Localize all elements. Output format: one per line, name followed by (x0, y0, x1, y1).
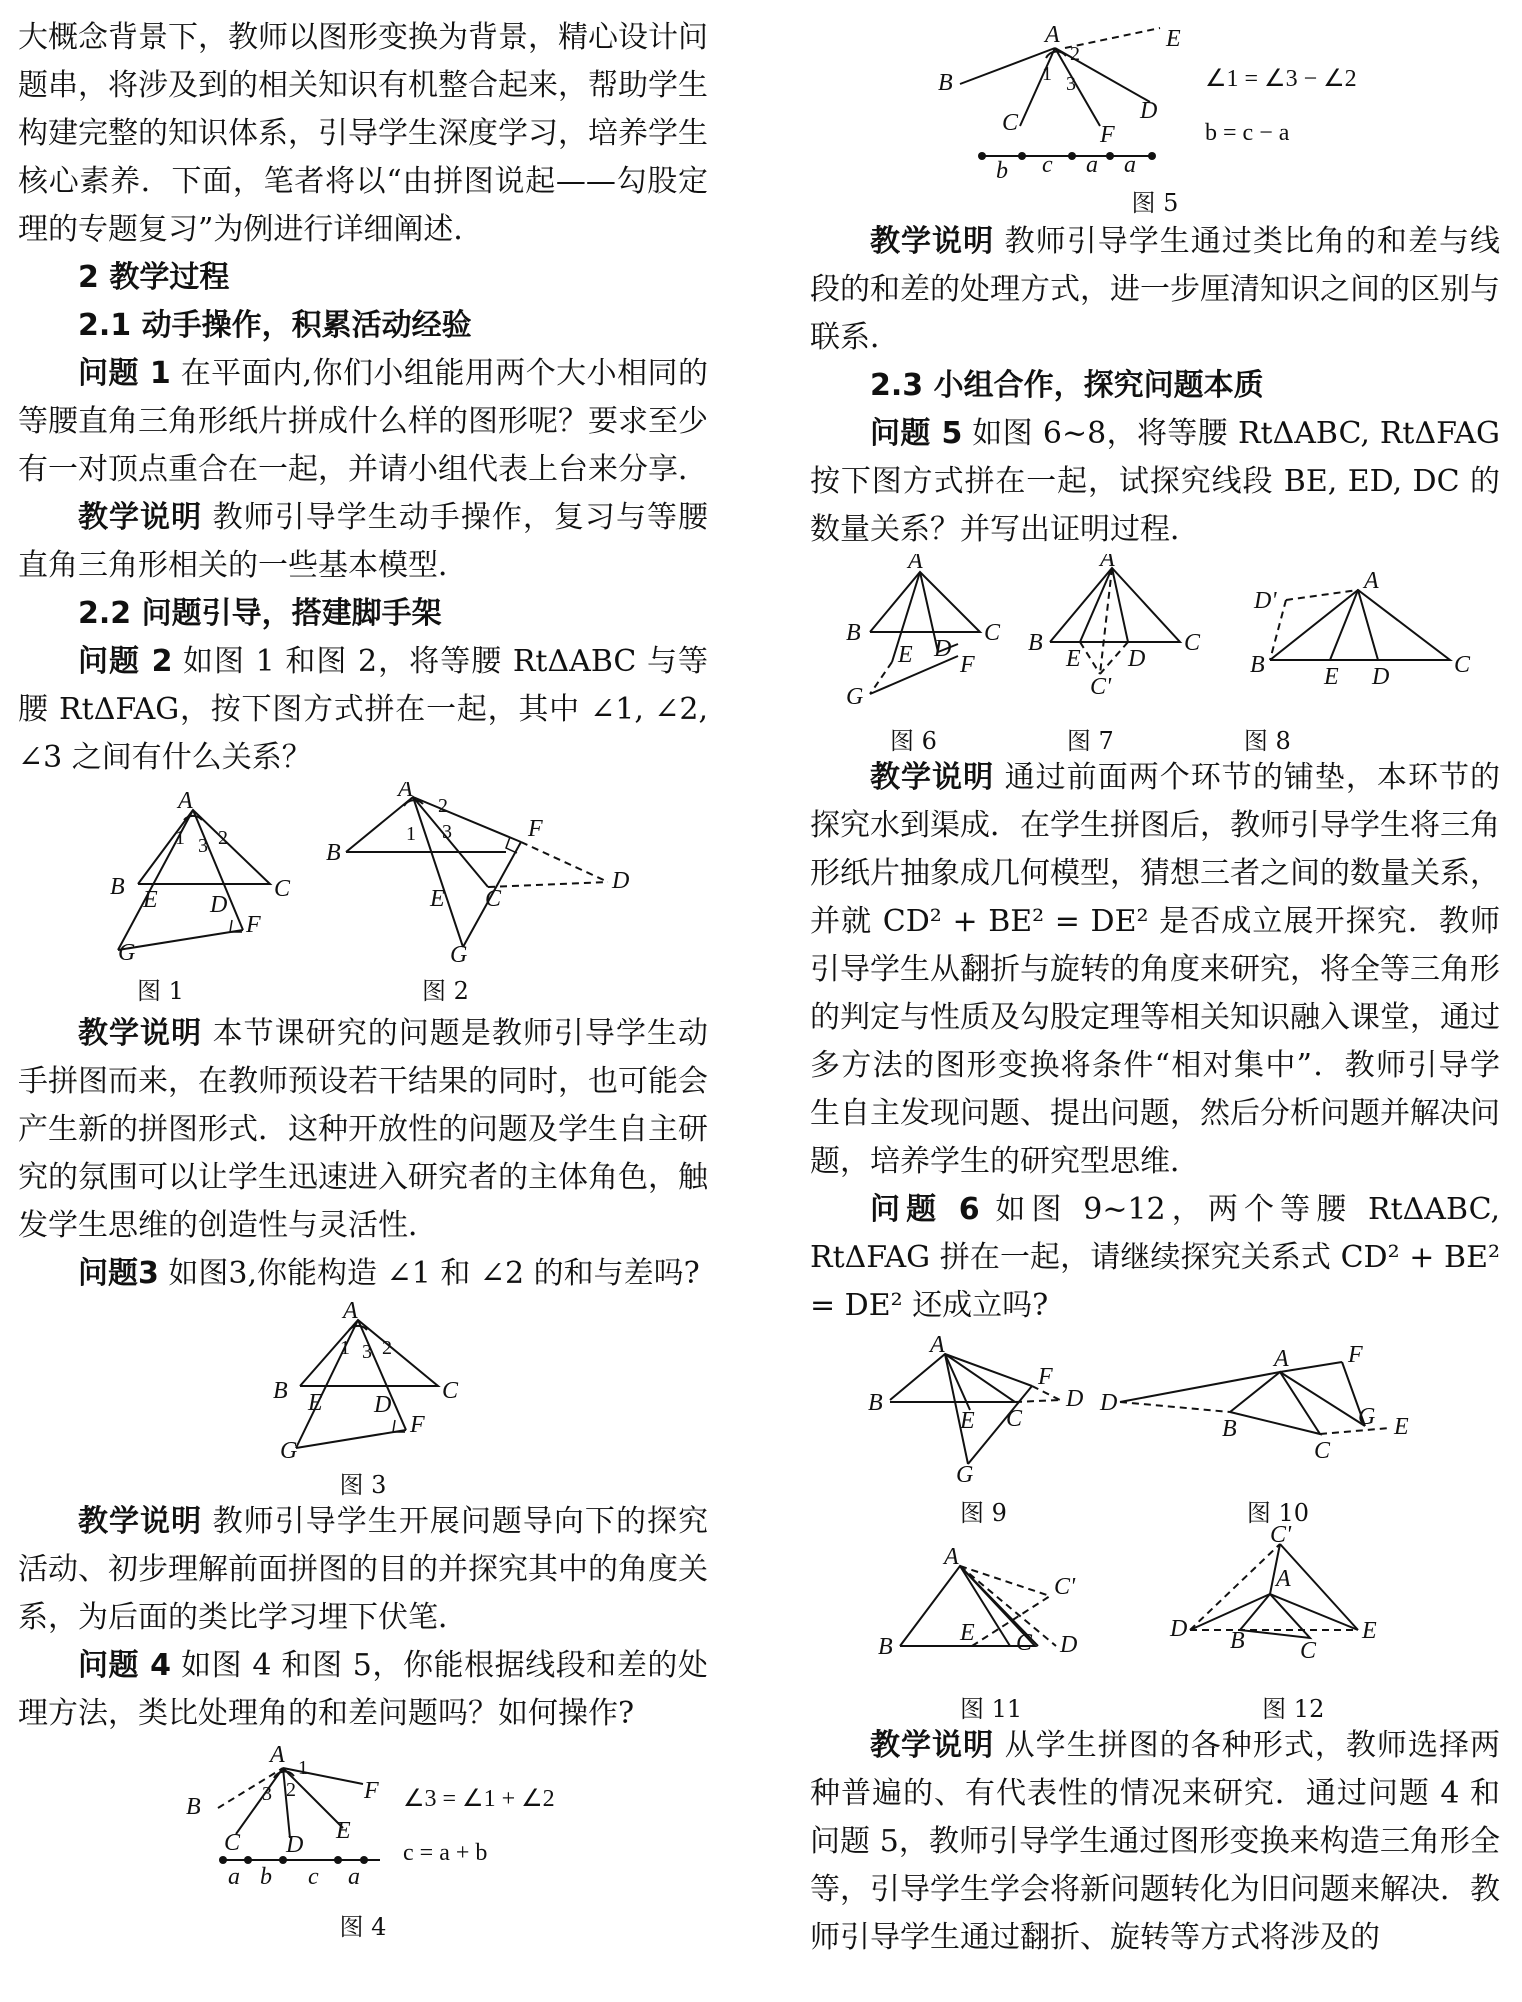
fig11-label-Cprime: C' (1054, 1574, 1076, 1600)
figure-6-caption: 图 6 (890, 727, 937, 755)
figures-6-8 (810, 554, 1500, 754)
teaching-note-6-label: 教学说明 (870, 1728, 995, 1763)
fig10-label-G: G (1358, 1404, 1376, 1430)
fig10-label-C: C (1314, 1438, 1331, 1464)
fig2-label-D: D (612, 868, 630, 894)
teaching-note-5 (810, 754, 1500, 1186)
fig12-label-Cprime: C' (1270, 1526, 1292, 1548)
fig4-equation-angle: ∠3 = ∠1 + ∠2 (403, 1786, 555, 1812)
teaching-note-5-label: 教学说明 (870, 760, 995, 795)
fig5-angle-3: 3 (1066, 73, 1076, 95)
fig5-seg-c: c (1042, 152, 1053, 178)
left-column (18, 14, 708, 1941)
question-2-text: 如图 1 和图 2，将等腰 RtΔABC 与等腰 RtΔFAG，按下图方式拼在一起，其中 ∠1, ∠2, ∠3 之间有什么关系？ (18, 644, 708, 775)
question-3 (18, 1250, 708, 1298)
section-2-1-heading: 2.1 动手操作，积累活动经验 (78, 308, 472, 343)
fig1-label-E: E (143, 887, 158, 913)
fig3-label-B: B (273, 1378, 288, 1404)
fig5-equation-angle: ∠1 = ∠3 − ∠2 (1205, 66, 1357, 92)
fig9-label-D: D (1066, 1386, 1084, 1412)
fig4-seg-c: c (308, 1864, 319, 1890)
teaching-note-2-label: 教学说明 (78, 1016, 203, 1051)
fig9-label-F: F (1038, 1364, 1053, 1390)
figure-6-8-diagram (810, 554, 1500, 722)
figure-9-10-captions (810, 1498, 1500, 1528)
fig8-label-B: B (1250, 652, 1265, 678)
question-5 (810, 410, 1500, 554)
figure-10-caption: 图 10 (1246, 1499, 1310, 1527)
fig11-label-C: C (1016, 1630, 1033, 1656)
fig10-label-D: D (1100, 1390, 1118, 1416)
figure-12 (1169, 1526, 1377, 1664)
section-2-heading: 2 教学过程 (78, 260, 230, 295)
fig6-label-G: G (846, 684, 864, 710)
fig9-label-A: A (930, 1332, 945, 1358)
fig4-angle-2: 2 (286, 1779, 296, 1801)
fig5-angle-2: 2 (1070, 43, 1080, 65)
question-6 (810, 1186, 1500, 1330)
fig5-label-F: F (1100, 122, 1115, 148)
fig2-angle-1: 1 (406, 823, 416, 845)
fig4-seg-a2: a (348, 1864, 360, 1890)
fig4-seg-b: b (260, 1864, 272, 1890)
fig6-label-B: B (846, 620, 861, 646)
figure-12-caption: 图 12 (1262, 1695, 1325, 1723)
figure-1-2-diagram (18, 782, 708, 972)
fig5-label-D: D (1140, 98, 1158, 124)
figure-11-caption: 图 11 (960, 1695, 1023, 1723)
figure-2 (326, 782, 629, 968)
fig12-label-A: A (1276, 1566, 1291, 1592)
fig12-label-D: D (1170, 1616, 1188, 1642)
figure-2-caption: 图 2 (422, 977, 469, 1005)
fig7-label-B: B (1028, 630, 1043, 656)
figure-1 (110, 788, 291, 966)
fig5-equation-segment: b = c − a (1205, 120, 1290, 146)
teaching-note-3-text: 教师引导学生开展问题导向下的探究活动、初步理解前面拼图的目的并探究其中的角度关系，为后面的类比学习埋下伏笔． (18, 1504, 708, 1635)
fig9-label-G: G (956, 1462, 974, 1488)
fig12-label-C: C (1300, 1638, 1317, 1664)
fig3-angle-2: 2 (382, 1337, 392, 1359)
fig5-label-A: A (1045, 22, 1060, 48)
question-5-text: 如图 6~8，将等腰 RtΔABC, RtΔFAG 按下图方式拼在一起，试探究线段 BE, ED, DC 的数量关系？并写出证明过程． (810, 416, 1500, 547)
figures-1-2 (18, 782, 708, 1010)
teaching-note-1 (18, 494, 708, 590)
figure-3-block (18, 1298, 708, 1498)
question-6-label: 问题 6 (870, 1192, 980, 1227)
fig1-label-F: F (246, 912, 261, 938)
fig8-label-C: C (1454, 652, 1471, 678)
teaching-note-3 (18, 1498, 708, 1642)
question-1 (18, 350, 708, 494)
teaching-note-3-label: 教学说明 (78, 1504, 203, 1539)
figure-11 (878, 1544, 1077, 1660)
teaching-note-1-text: 教师引导学生动手操作，复习与等腰直角三角形相关的一些基本模型． (18, 500, 708, 583)
fig5-seg-a2: a (1124, 152, 1136, 178)
figure-1-caption: 图 1 (137, 977, 184, 1005)
fig4-seg-a1: a (228, 1864, 240, 1890)
figure-7 (1028, 554, 1201, 700)
figure-1-2-captions (18, 976, 708, 1006)
figure-8-caption: 图 8 (1243, 727, 1291, 755)
fig10-label-A: A (1274, 1346, 1289, 1372)
question-2-label: 问题 2 (78, 644, 173, 679)
figure-5 (810, 8, 1500, 184)
fig2-label-F: F (528, 816, 543, 842)
figure-4-block (18, 1738, 708, 1941)
intro-paragraph: 大概念背景下，教师以图形变换为背景，精心设计问题串，将涉及到的相关知识有机整合起来，帮助学生构建完整的知识体系，引导学生深度学习，培养学生核心素养．下面，笔者将以“由拼图说起——勾股定理的专题复习”为例进行详细阐述． (18, 20, 708, 247)
fig2-label-C: C (485, 886, 502, 912)
figure-5-block (810, 8, 1500, 218)
fig10-label-E: E (1394, 1414, 1409, 1440)
fig5-label-C: C (1002, 110, 1019, 136)
fig1-label-A: A (178, 788, 193, 814)
fig1-label-G: G (118, 940, 136, 966)
fig9-label-E: E (960, 1408, 975, 1434)
fig9-label-B: B (868, 1390, 883, 1416)
fig3-label-D: D (374, 1392, 392, 1418)
fig4-label-E: E (336, 1818, 351, 1844)
figure-3-caption: 图 3 (339, 1471, 387, 1499)
figure-9-10-diagram (810, 1330, 1500, 1494)
fig1-angle-1: 1 (175, 827, 185, 849)
figure-4 (18, 1738, 708, 1908)
fig12-label-B: B (1230, 1628, 1245, 1654)
fig9-label-C: C (1006, 1406, 1023, 1432)
fig5-seg-b: b (996, 158, 1008, 184)
fig3-angle-1: 1 (340, 1337, 350, 1359)
fig5-angle-1: 1 (1042, 63, 1052, 85)
question-1-text: 在平面内,你们小组能用两个大小相同的等腰直角三角形纸片拼成什么样的图形呢？要求至少有一对顶点重合在一起，并请小组代表上台来分享． (18, 356, 708, 487)
fig7-label-A: A (1100, 554, 1115, 572)
fig2-label-B: B (326, 840, 341, 866)
fig3-label-G: G (280, 1438, 298, 1464)
fig3-label-C: C (442, 1378, 459, 1404)
question-1-label: 问题 1 (78, 356, 171, 391)
fig2-angle-2: 2 (438, 795, 448, 817)
fig4-label-B: B (186, 1794, 201, 1820)
fig4-label-C: C (224, 1830, 241, 1856)
fig4-label-D: D (286, 1832, 304, 1858)
figures-11-12 (810, 1526, 1500, 1722)
question-6-text: 如图 9~12，两个等腰 RtΔABC, RtΔFAG 拼在一起，请继续探究关系式 CD² + BE² = DE² 还成立吗? (810, 1192, 1500, 1323)
fig12-label-E: E (1362, 1618, 1377, 1644)
fig3-label-E: E (308, 1390, 323, 1416)
question-4-label: 问题 4 (78, 1648, 172, 1683)
fig2-label-G: G (450, 942, 468, 968)
fig6-label-E: E (898, 642, 913, 668)
fig2-angle-3: 3 (442, 821, 452, 843)
fig4-equation-segment: c = a + b (403, 1840, 488, 1866)
fig5-label-B: B (938, 70, 953, 96)
fig6-label-C: C (984, 620, 1001, 646)
figure-9-caption: 图 9 (960, 1499, 1007, 1527)
teaching-note-1-label: 教学说明 (78, 500, 203, 535)
fig3-angle-3: 3 (362, 1341, 372, 1363)
teaching-note-6 (810, 1722, 1500, 1962)
fig10-label-B: B (1222, 1416, 1237, 1442)
fig1-label-C: C (274, 876, 291, 902)
figure-8 (1250, 568, 1471, 690)
fig1-label-B: B (110, 874, 125, 900)
fig8-label-D: D (1372, 664, 1390, 690)
teaching-note-2-text: 本节课研究的问题是教师引导学生动手拼图而来，在教师预设若干结果的同时，也可能会产生新的拼图形式．这种开放性的问题及学生自主研究的氛围可以让学生迅速进入研究者的主体角色，触发学生思维的创造性与灵活性． (18, 1016, 708, 1243)
fig8-label-E: E (1324, 664, 1339, 690)
fig10-label-F: F (1348, 1342, 1363, 1368)
fig1-angle-3: 3 (198, 835, 208, 857)
fig8-label-Dprime: D' (1254, 588, 1277, 614)
fig7-label-C: C (1184, 630, 1201, 656)
section-2-2-heading: 2.2 问题引导，搭建脚手架 (78, 596, 442, 631)
fig4-angle-1: 1 (298, 1757, 308, 1779)
figure-10 (1099, 1342, 1409, 1464)
teaching-note-2 (18, 1010, 708, 1250)
fig11-label-A: A (944, 1544, 959, 1570)
fig8-label-A: A (1364, 568, 1379, 594)
fig2-label-A: A (398, 782, 413, 802)
fig4-label-A: A (270, 1742, 285, 1768)
figure-6-8-captions (810, 726, 1500, 756)
figure-9 (868, 1332, 1083, 1488)
fig11-label-D: D (1060, 1632, 1078, 1658)
teaching-note-4 (810, 218, 1500, 362)
fig3-label-F: F (410, 1412, 425, 1438)
question-3-label: 问题3 (78, 1256, 159, 1291)
fig5-seg-a1: a (1086, 152, 1098, 178)
fig6-label-F: F (960, 652, 975, 678)
fig4-angle-3: 3 (262, 1783, 272, 1805)
question-2 (18, 638, 708, 782)
fig3-label-A: A (343, 1298, 358, 1324)
fig7-label-E: E (1066, 646, 1081, 672)
teaching-note-6-text: 从学生拼图的各种形式，教师选择两种普遍的、有代表性的情况来研究．通过问题 4 和问题 5，教师引导学生通过图形变换来构造三角形全等，引导学生学会将新问题转化为旧问题来解决．教师引导学生通过翻折、旋转等方式将涉及的 (810, 1728, 1500, 1955)
question-5-label: 问题 5 (870, 416, 963, 451)
figure-3 (18, 1298, 708, 1466)
teaching-note-4-label: 教学说明 (870, 224, 995, 259)
figure-7-caption: 图 7 (1066, 727, 1114, 755)
fig2-label-E: E (430, 886, 445, 912)
fig4-label-F: F (364, 1778, 379, 1804)
fig6-label-A: A (908, 554, 923, 574)
figure-5-caption: 图 5 (1131, 189, 1179, 217)
teaching-note-5-text: 通过前面两个环节的铺垫，本环节的探究水到渠成．在学生拼图后，教师引导学生将三角形纸片抽象成几何模型，猜想三者之间的数量关系，并就 CD² + BE² = DE² 是否成立展开探究．教师引导学生从翻折与旋转的角度来研究，将全等三角形的判定与性质及勾股定理等相关知识融入课堂，通过多方法的图形变换将条件“相对集中”．教师引导学生自主发现问题、提出问题，然后分析问题并解决问题，培养学生的研究型思维． (810, 760, 1500, 1179)
fig7-label-D: D (1128, 646, 1146, 672)
fig5-label-E: E (1166, 26, 1181, 52)
right-column (810, 8, 1500, 1962)
question-4 (18, 1642, 708, 1738)
fig7-label-Cprime: C' (1090, 674, 1112, 700)
figure-11-12-captions (810, 1694, 1500, 1724)
section-2-3-heading: 2.3 小组合作，探究问题本质 (870, 368, 1264, 403)
fig11-label-B: B (878, 1634, 893, 1660)
figure-4-caption: 图 4 (339, 1913, 387, 1941)
question-4-text: 如图 4 和图 5，你能根据线段和差的处理方法，类比处理角的和差问题吗？如何操作? (18, 1648, 708, 1731)
fig1-angle-2: 2 (218, 827, 228, 849)
fig11-label-E: E (960, 1620, 975, 1646)
fig1-label-D: D (210, 892, 228, 918)
figures-9-10 (810, 1330, 1500, 1526)
fig6-label-D: D (934, 636, 952, 662)
figure-6 (846, 554, 1001, 710)
question-3-text: 如图3,你能构造 ∠1 和 ∠2 的和与差吗? (158, 1256, 700, 1291)
teaching-note-4-text: 教师引导学生通过类比角的和差与线段的和差的处理方式，进一步厘清知识之间的区别与联系． (810, 224, 1500, 355)
figure-11-12-diagram (810, 1526, 1500, 1690)
